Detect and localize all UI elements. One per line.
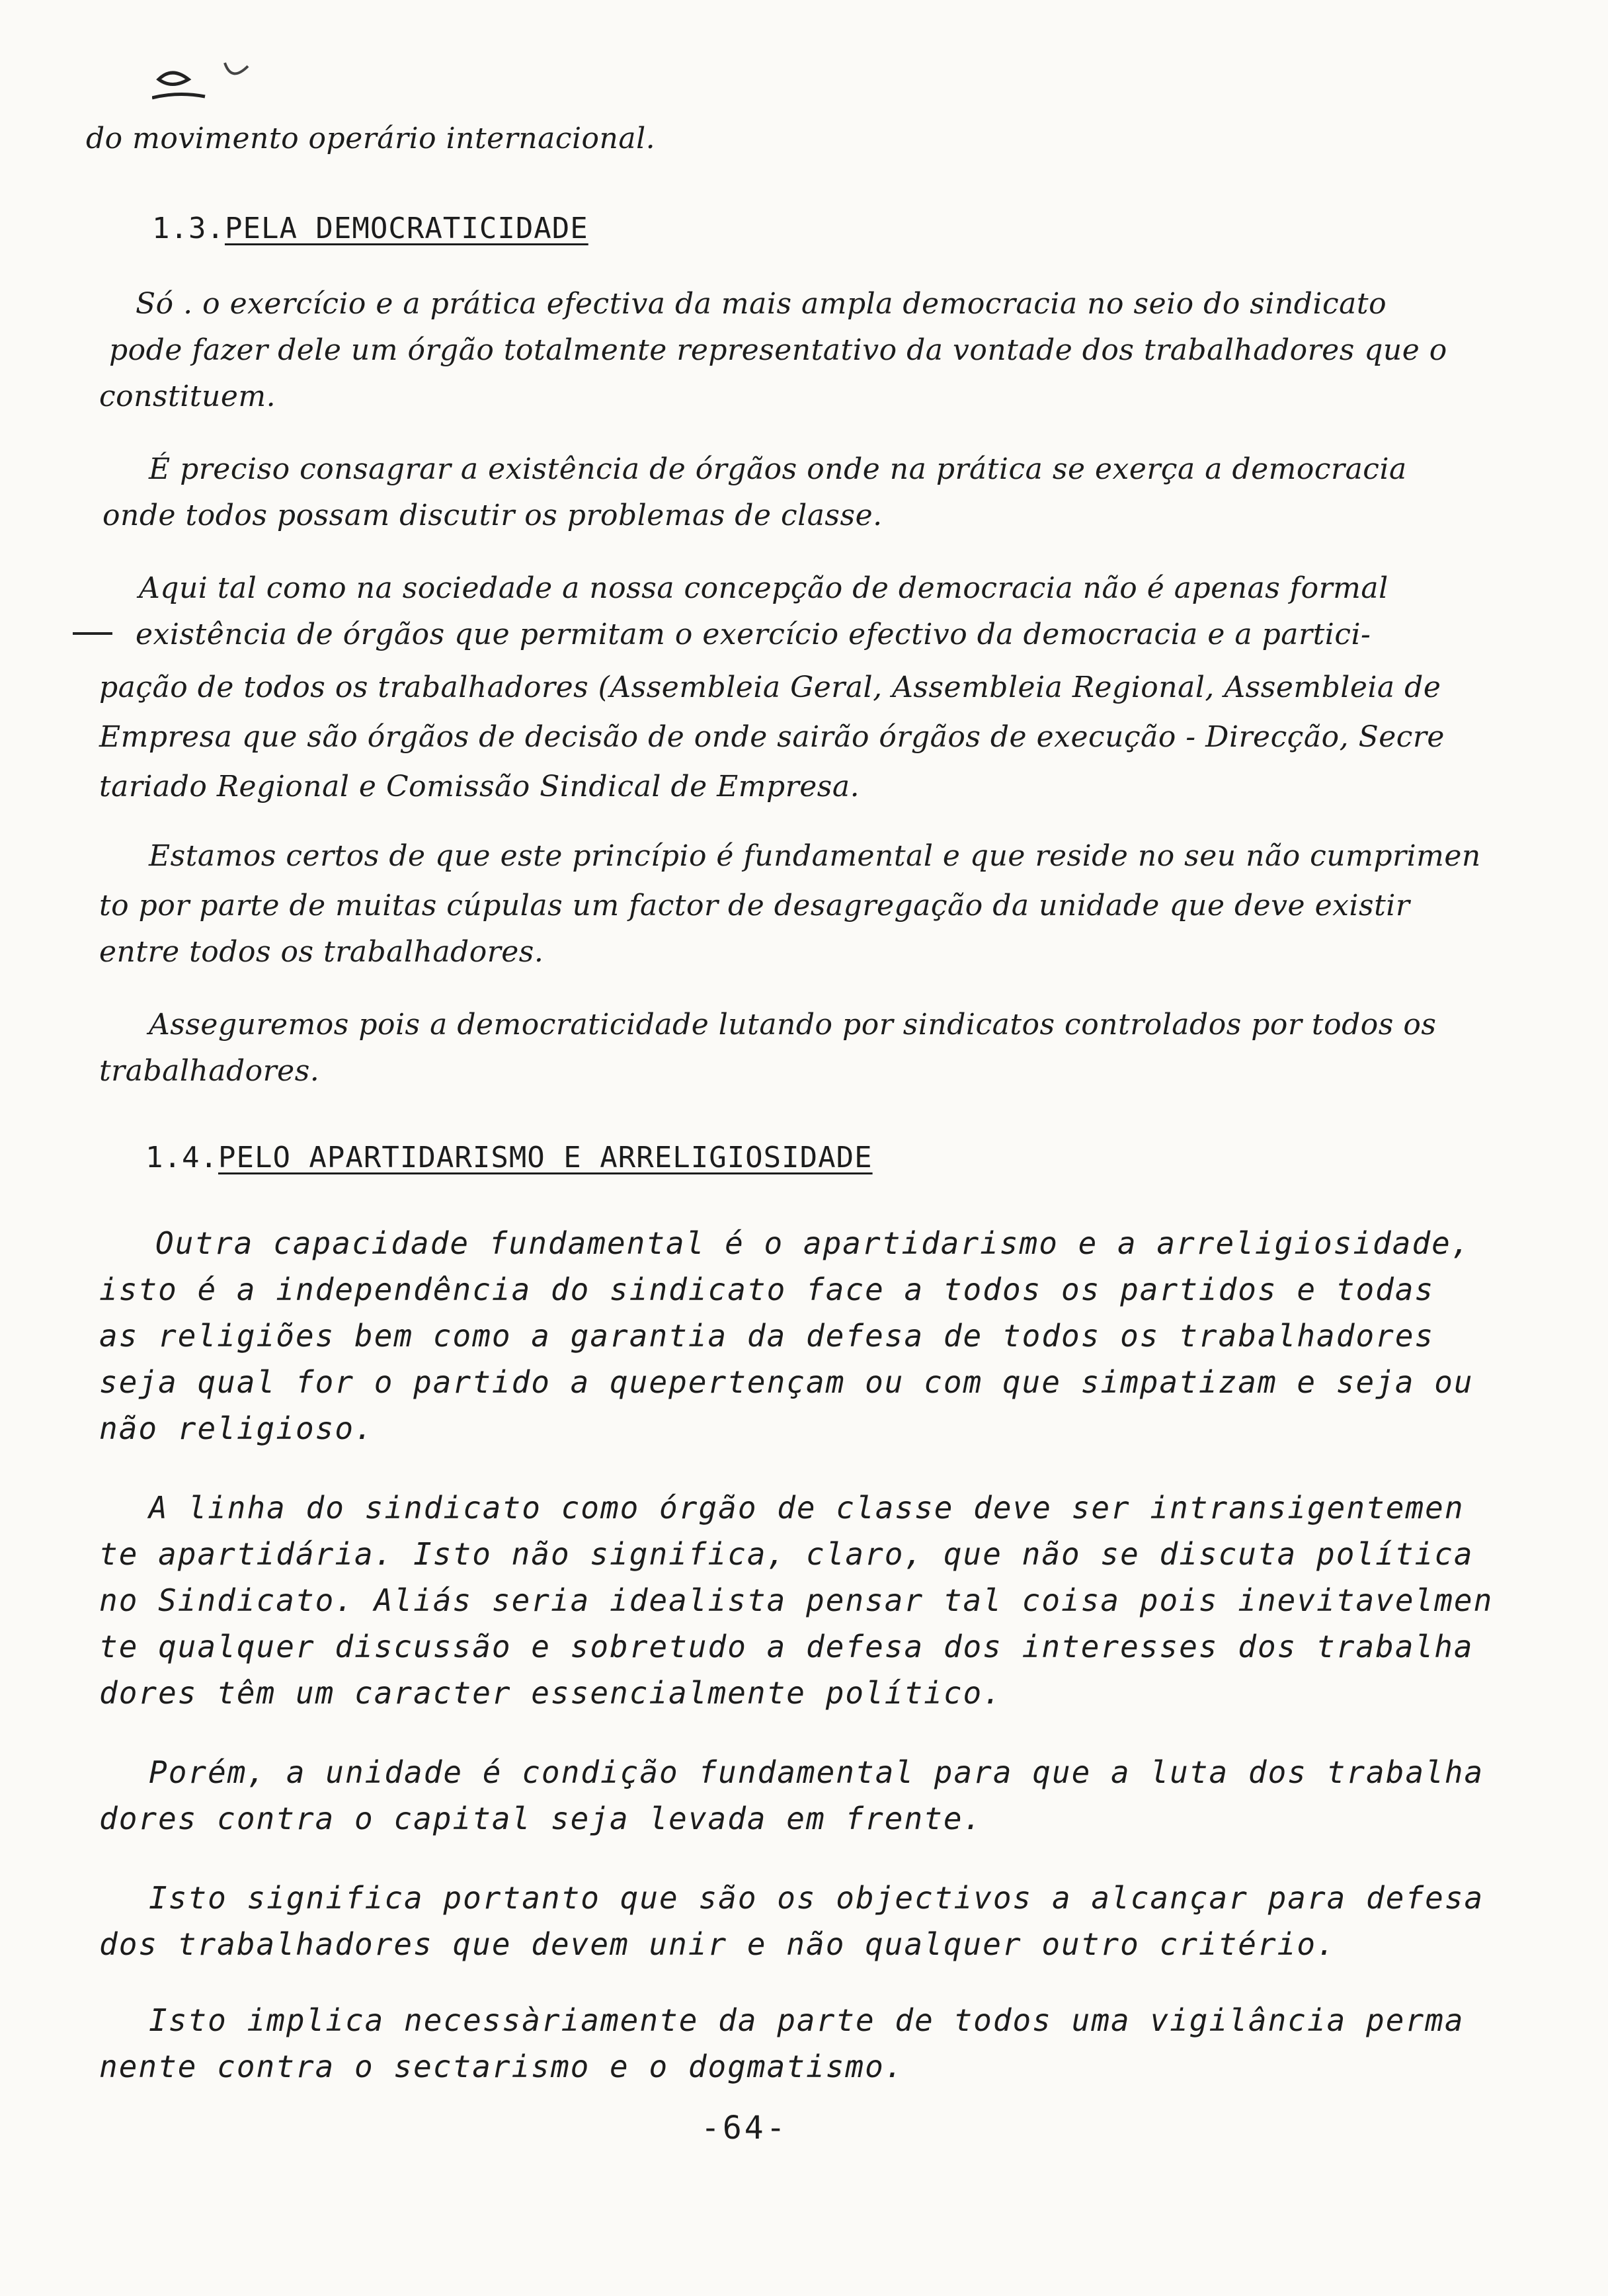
ink-scribble-icon — [152, 40, 258, 112]
text-line: isto é a independência do sindicato face a todos os partidos e todas — [99, 1272, 1435, 1307]
text-line: Aqui tal como na sociedade a nossa concepção de democracia não é apenas formal — [139, 571, 1388, 605]
text-line: dores têm um caracter essencialmente político. — [99, 1675, 1002, 1711]
text-line: pode fazer dele um órgão totalmente representativo da vontade dos trabalhadores que o — [109, 333, 1447, 367]
text-line: A linha do sindicato como órgão de classe deve ser intransigentemen — [149, 1490, 1465, 1526]
section-number: 1.3. — [152, 212, 225, 245]
text-line: tariado Regional e Comissão Sindical de Empresa. — [99, 770, 860, 803]
text-line: trabalhadores. — [99, 1054, 320, 1088]
text-line: entre todos os trabalhadores. — [99, 935, 544, 969]
text-line: É preciso consagrar a existência de órgãos onde na prática se exerça a democracia — [149, 452, 1407, 486]
text-line: dos trabalhadores que devem unir e não qualquer outro critério. — [99, 1926, 1336, 1962]
text-line: nente contra o sectarismo e o dogmatismo. — [99, 2049, 904, 2084]
text-line: onde todos possam discutir os problemas de classe. — [102, 499, 883, 532]
text-line: constituem. — [99, 380, 276, 413]
text-line: Outra capacidade fundamental é o apartidarismo e a arreligiosidade, — [155, 1225, 1471, 1261]
text-line: Isto implica necessàriamente da parte de todos uma vigilância perma — [149, 2002, 1465, 2038]
section-title: PELA DEMOCRATICIDADE — [224, 212, 588, 245]
section-title: PELO APARTIDARISMO E ARRELIGIOSIDADE — [218, 1141, 873, 1174]
margin-dash — [73, 632, 112, 635]
text-line: Porém, a unidade é condição fundamental para que a luta dos trabalha — [149, 1754, 1484, 1790]
text-line: não religioso. — [99, 1411, 374, 1446]
section-heading-1-4 — [145, 1141, 873, 1174]
intro-line: do movimento operário internacional. — [86, 122, 656, 155]
text-line: Empresa que são órgãos de decisão de onde sairão órgãos de execução - Direcção, Secre — [99, 720, 1445, 754]
text-line: te apartidária. Isto não significa, claro, que não se discuta política — [99, 1536, 1474, 1572]
text-line: te qualquer discussão e sobretudo a defesa dos interesses dos trabalha — [99, 1629, 1474, 1664]
text-line: Isto significa portanto que são os objectivos a alcançar para defesa — [149, 1880, 1484, 1916]
text-line: as religiões bem como a garantia da defesa de todos os trabalhadores — [99, 1318, 1435, 1354]
text-line: to por parte de muitas cúpulas um factor de desagregação da unidade que deve existir — [99, 889, 1410, 922]
text-line: existência de órgãos que permitam o exercício efectivo da democracia e a partici- — [136, 618, 1371, 651]
text-line: Só . o exercício e a prática efectiva da mais ampla democracia no seio do sindicato — [136, 287, 1387, 321]
section-number: 1.4. — [145, 1141, 218, 1174]
text-line: dores contra o capital seja levada em frente. — [99, 1801, 983, 1836]
text-line: seja qual for o partido a quepertençam ou com que simpatizam e seja ou — [99, 1364, 1474, 1400]
text-line: pação de todos os trabalhadores (Assembleia Geral, Assembleia Regional, Assembleia de — [99, 671, 1441, 704]
section-heading-1-3 — [152, 212, 588, 245]
page-number: -64- — [701, 2110, 788, 2147]
text-line: Estamos certos de que este princípio é fundamental e que reside no seu não cumprimen — [149, 839, 1481, 873]
text-line: no Sindicato. Aliás seria idealista pensar tal coisa pois inevitavelmen — [99, 1582, 1494, 1618]
text-line: Asseguremos pois a democraticidade lutando por sindicatos controlados por todos os — [149, 1008, 1437, 1042]
